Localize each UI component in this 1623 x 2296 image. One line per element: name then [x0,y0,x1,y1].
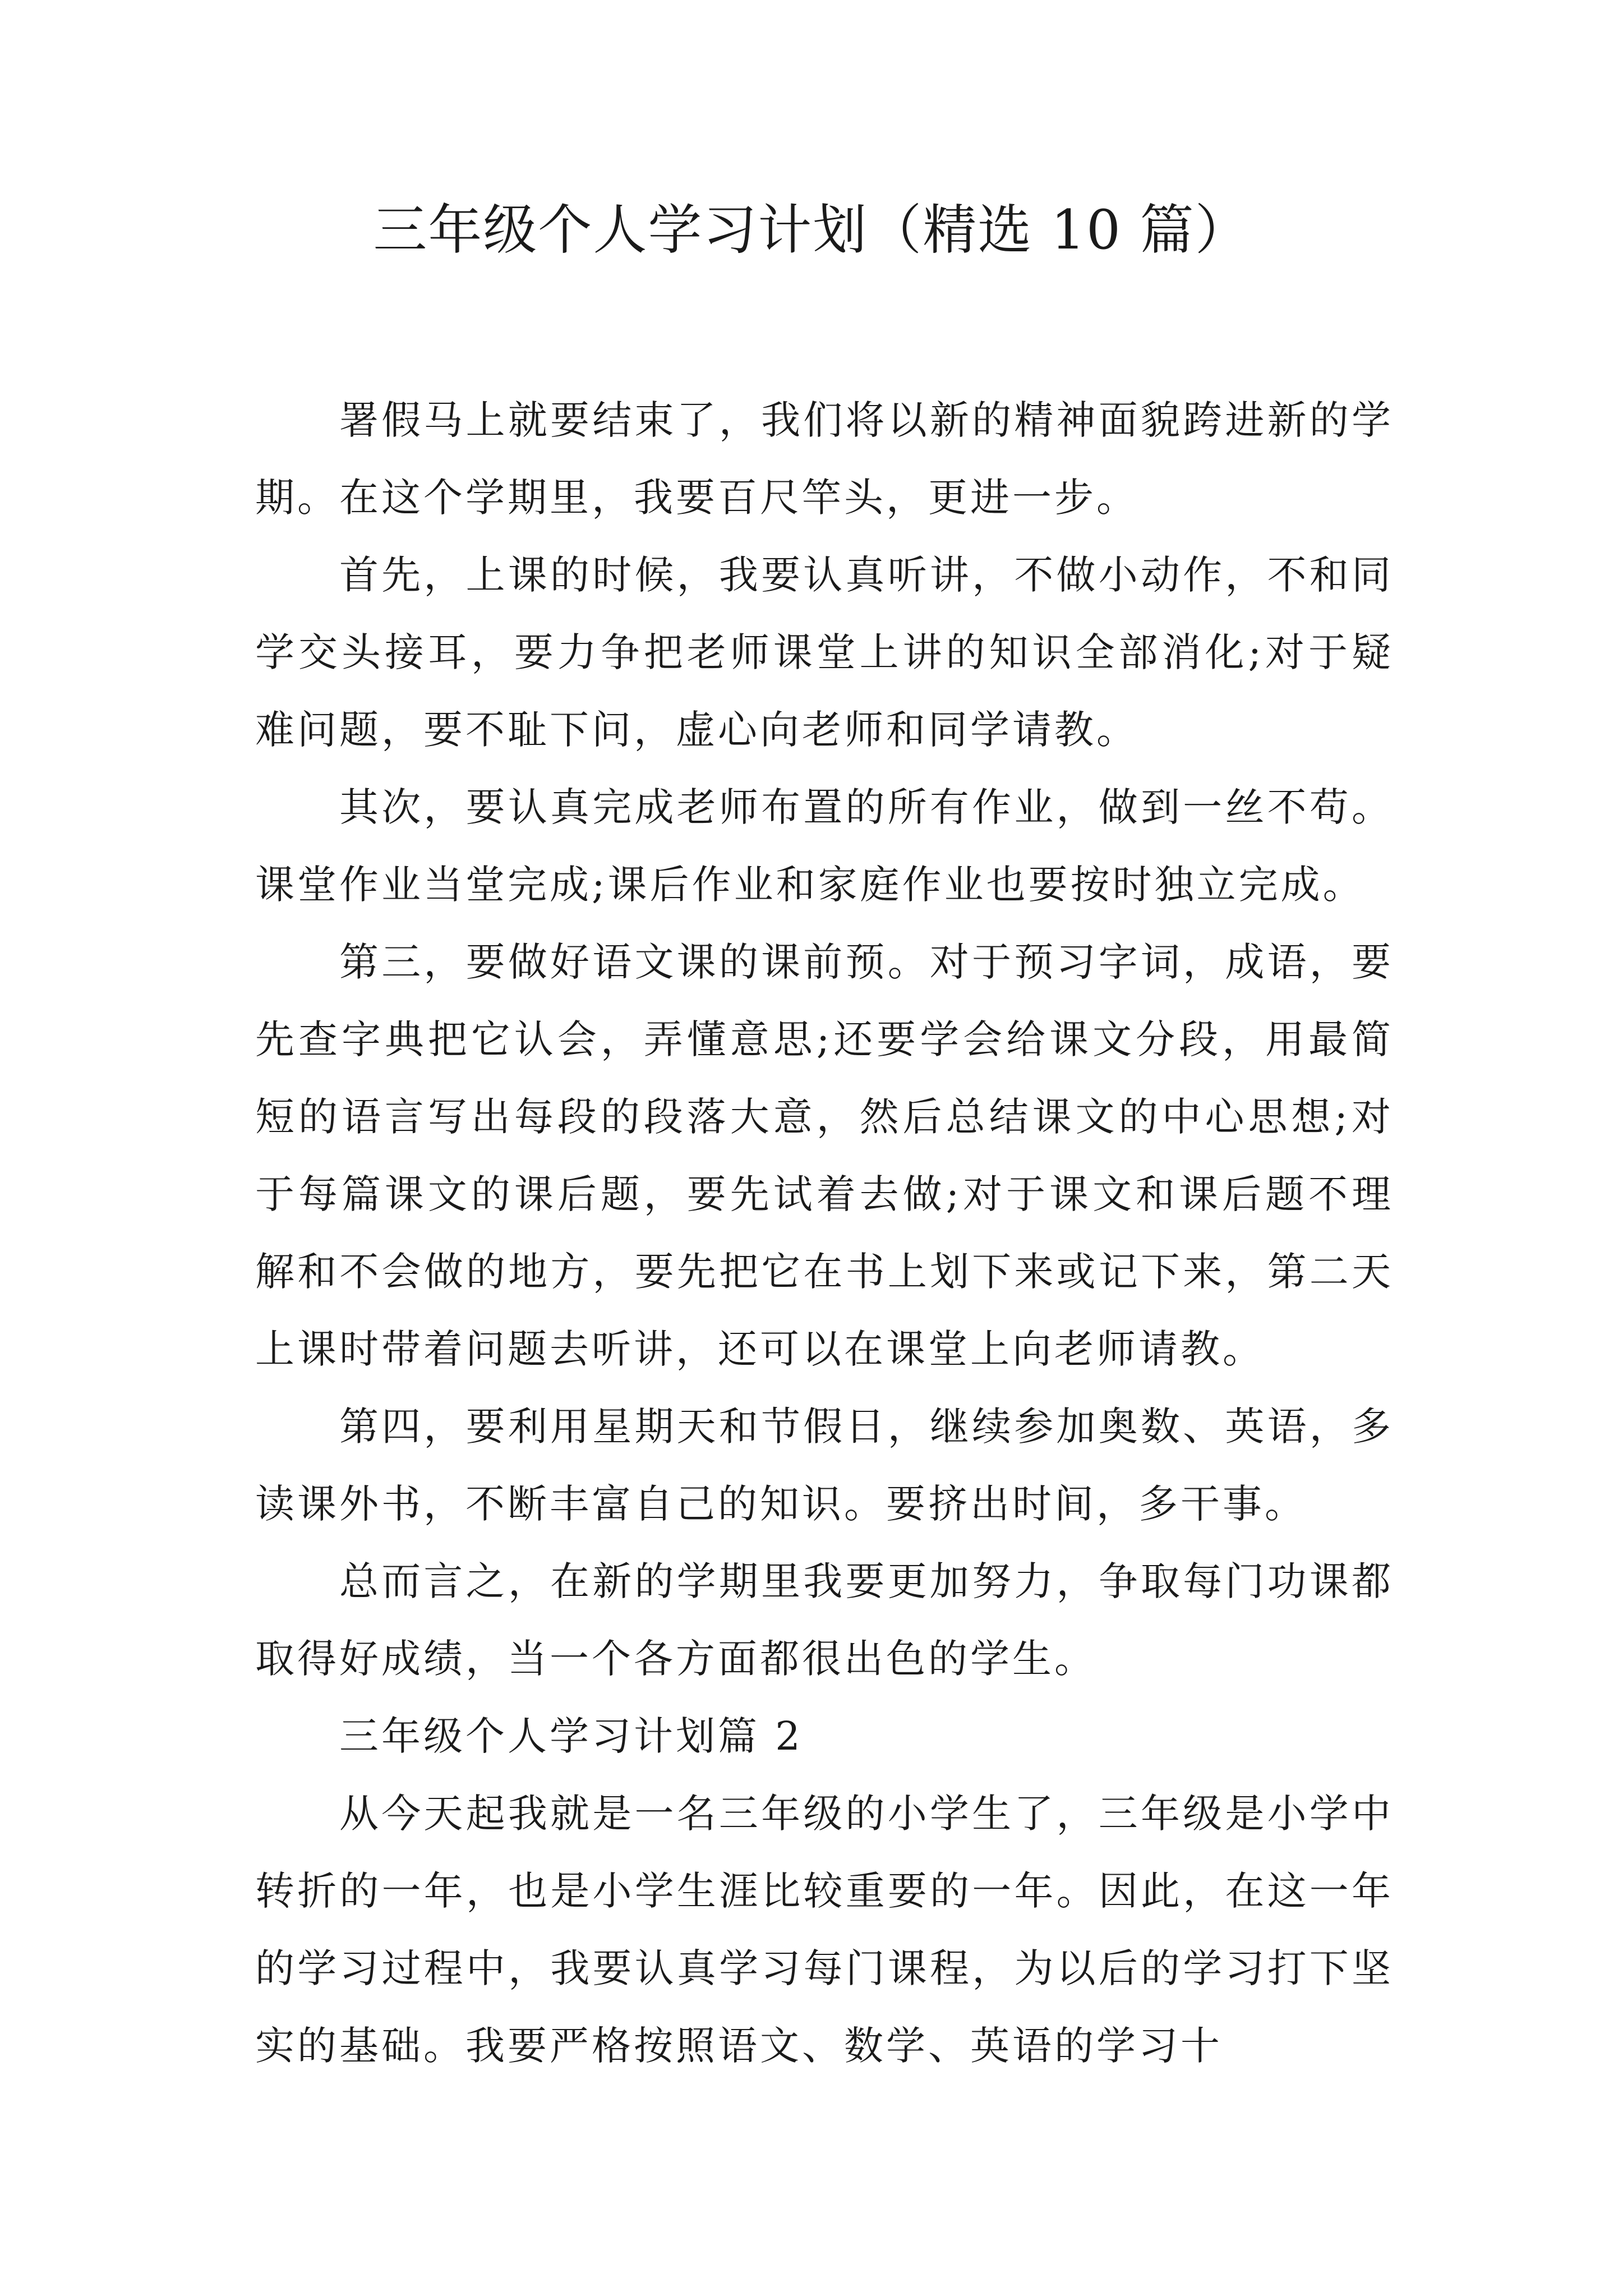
paragraph-section-2: 从今天起我就是一名三年级的小学生了，三年级是小学中转折的一年，也是小学生涯比较重要的一年。因此，在这一年的学习过程中，我要认真学习每门课程，为以后的学习打下坚实的基础。我要严格按照语文、数学、英语的学习十 [255,1791,1394,2069]
document-title: 三年级个人学习计划（精选 10 篇） [373,199,1250,261]
document-body [255,381,1394,2085]
section-heading: 三年级个人学习计划篇 2 [339,1713,803,1759]
paragraph-second: 其次，要认真完成老师布置的所有作业，做到一丝不苟。课堂作业当堂完成;课后作业和家庭作业也要按时独立完成。 [255,784,1394,908]
paragraph-third: 第三，要做好语文课的课前预。对于预习字词，成语，要先查字典把它认会，弄懂意思;还要学会给课文分段，用最简短的语言写出每段的段落大意，然后总结课文的中心思想;对于每篇课文的课后题，要先试着去做;对于课文和课后题不理解和不会做的地方，要先把它在书上划下来或记下来，第二天上课时带着问题去听讲，还可以在课堂上向老师请教。 [255,939,1394,1372]
paragraph-first: 首先，上课的时候，我要认真听讲，不做小动作，不和同学交头接耳，要力争把老师课堂上讲的知识全部消化;对于疑难问题，要不耻下问，虚心向老师和同学请教。 [255,552,1394,753]
paragraph-intro: 署假马上就要结束了，我们将以新的精神面貌跨进新的学期。在这个学期里，我要百尺竿头，更进一步。 [255,397,1394,521]
paragraph-fourth: 第四，要利用星期天和节假日，继续参加奥数、英语，多读课外书，不断丰富自己的知识。要挤出时间，多干事。 [255,1404,1394,1527]
paragraph-conclusion: 总而言之，在新的学期里我要更加努力，争取每门功课都取得好成绩，当一个各方面都很出色的学生。 [255,1558,1394,1682]
